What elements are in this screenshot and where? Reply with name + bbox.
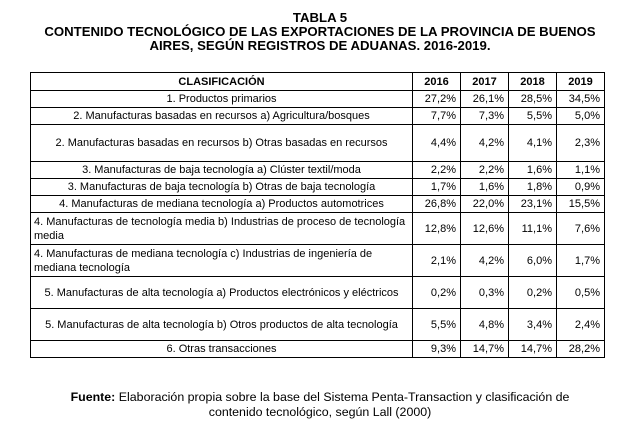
source-note (0, 390, 640, 420)
table-row (31, 245, 605, 277)
row-value-2016: 4,4% (413, 125, 461, 162)
row-value-2016: 1,7% (413, 179, 461, 196)
row-value-2019: 5,0% (557, 108, 605, 125)
exports-table (30, 72, 605, 358)
title-line-2: CONTENIDO TECNOLÓGICO DE LAS EXPORTACIONES DE LA PROVINCIA DE BUENOS (44, 24, 596, 39)
row-value-2016: 12,8% (413, 213, 461, 245)
row-value-2019: 7,6% (557, 213, 605, 245)
row-value-2019: 0,9% (557, 179, 605, 196)
row-classification: 4. Manufacturas de tecnología media b) Industrias de proceso de tecnología media (31, 213, 413, 245)
row-value-2017: 0,3% (461, 277, 509, 309)
row-value-2016: 5,5% (413, 309, 461, 341)
row-value-2019: 2,3% (557, 125, 605, 162)
table-row (31, 125, 605, 162)
table-row (31, 196, 605, 213)
row-value-2018: 0,2% (509, 277, 557, 309)
row-value-2016: 27,2% (413, 91, 461, 108)
table-row (31, 309, 605, 341)
row-value-2017: 12,6% (461, 213, 509, 245)
header-row (31, 73, 605, 91)
table-row (31, 213, 605, 245)
title-line-3: AIRES, SEGÚN REGISTROS DE ADUANAS. 2016-2019. (149, 38, 491, 53)
row-value-2017: 7,3% (461, 108, 509, 125)
row-value-2018: 1,8% (509, 179, 557, 196)
source-line-1 (0, 390, 640, 405)
row-value-2018: 11,1% (509, 213, 557, 245)
row-value-2019: 28,2% (557, 341, 605, 358)
header-2018: 2018 (509, 73, 557, 91)
row-value-2019: 34,5% (557, 91, 605, 108)
row-classification: 3. Manufacturas de baja tecnología b) Otras de baja tecnología (31, 179, 413, 196)
row-value-2017: 4,2% (461, 125, 509, 162)
row-classification: 2. Manufacturas basadas en recursos a) Agricultura/bosques (31, 108, 413, 125)
title-line-1: TABLA 5 (292, 10, 348, 25)
row-value-2019: 1,7% (557, 245, 605, 277)
row-classification: 6. Otras transacciones (31, 341, 413, 358)
row-value-2017: 1,6% (461, 179, 509, 196)
row-value-2019: 1,1% (557, 162, 605, 179)
source-text-1: Elaboración propia sobre la base del Sistema Penta-Transaction y clasificación de (118, 390, 570, 404)
table-row (31, 162, 605, 179)
row-value-2018: 6,0% (509, 245, 557, 277)
row-value-2016: 26,8% (413, 196, 461, 213)
row-value-2016: 9,3% (413, 341, 461, 358)
source-label: Fuente: (70, 390, 116, 404)
row-value-2018: 23,1% (509, 196, 557, 213)
table-row (31, 341, 605, 358)
header-2017: 2017 (461, 73, 509, 91)
row-classification: 4. Manufacturas de mediana tecnología a) Productos automotrices (31, 196, 413, 213)
row-classification: 2. Manufacturas basadas en recursos b) Otras basadas en recursos (31, 125, 413, 162)
row-value-2019: 15,5% (557, 196, 605, 213)
table-row (31, 91, 605, 108)
header-2016: 2016 (413, 73, 461, 91)
header-2019: 2019 (557, 73, 605, 91)
row-classification: 5. Manufacturas de alta tecnología b) Otros productos de alta tecnología (31, 309, 413, 341)
row-value-2018: 1,6% (509, 162, 557, 179)
header-clasificacion: CLASIFICACIÓN (31, 73, 413, 91)
row-classification: 5. Manufacturas de alta tecnología a) Productos electrónicos y eléctricos (31, 277, 413, 309)
row-classification: 3. Manufacturas de baja tecnología a) Clúster textil/moda (31, 162, 413, 179)
table-row (31, 179, 605, 196)
row-value-2017: 4,8% (461, 309, 509, 341)
row-value-2017: 2,2% (461, 162, 509, 179)
row-value-2018: 5,5% (509, 108, 557, 125)
row-value-2019: 2,4% (557, 309, 605, 341)
row-value-2018: 28,5% (509, 91, 557, 108)
row-value-2017: 22,0% (461, 196, 509, 213)
row-value-2016: 7,7% (413, 108, 461, 125)
row-value-2017: 14,7% (461, 341, 509, 358)
row-value-2016: 2,1% (413, 245, 461, 277)
table-title (0, 11, 640, 53)
row-classification: 4. Manufacturas de mediana tecnología c) Industrias de ingeniería de mediana tecnología (31, 245, 413, 277)
row-classification: 1. Productos primarios (31, 91, 413, 108)
row-value-2017: 4,2% (461, 245, 509, 277)
row-value-2018: 14,7% (509, 341, 557, 358)
row-value-2019: 0,5% (557, 277, 605, 309)
table-row (31, 108, 605, 125)
source-line-2: contenido tecnológico, según Lall (2000) (208, 405, 432, 419)
row-value-2018: 4,1% (509, 125, 557, 162)
row-value-2016: 2,2% (413, 162, 461, 179)
table-row (31, 277, 605, 309)
row-value-2016: 0,2% (413, 277, 461, 309)
row-value-2018: 3,4% (509, 309, 557, 341)
row-value-2017: 26,1% (461, 91, 509, 108)
